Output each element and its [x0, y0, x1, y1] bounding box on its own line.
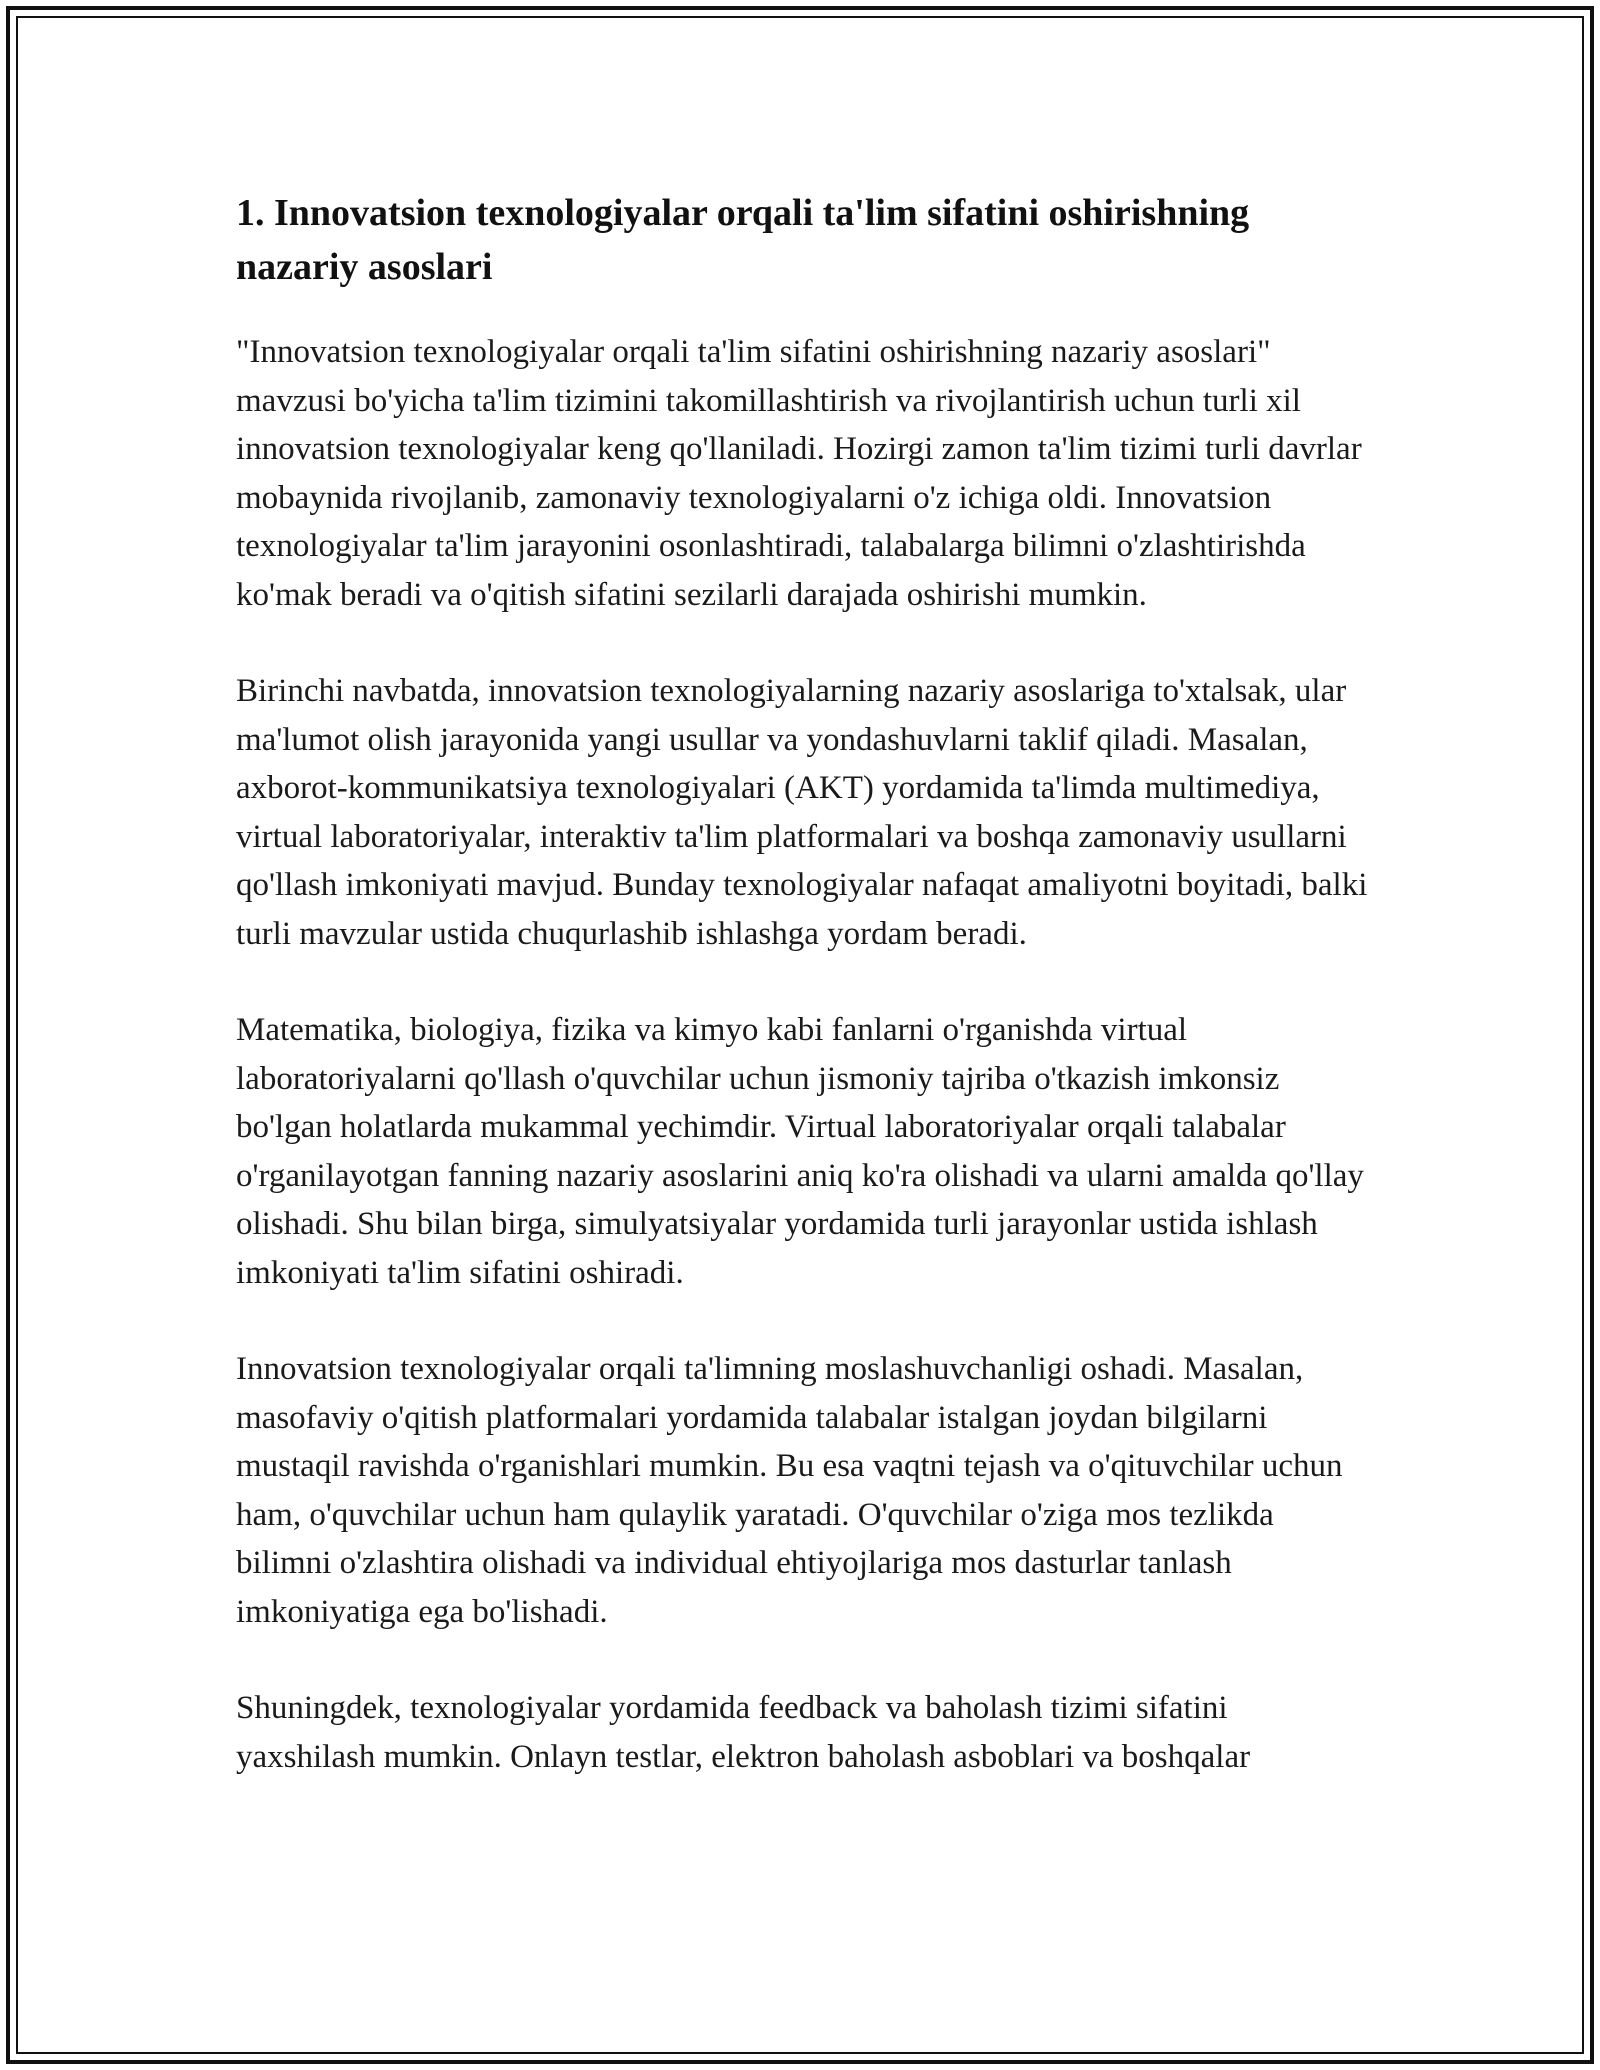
paragraph-1: "Innovatsion texnologiyalar orqali ta'lim sifatini oshirishning nazariy asoslari" mavzusi bo'yicha ta'lim tizimini takomillashtirish va rivojlantirish uchun turli xil innovatsion texnologiyalar keng qo'llaniladi. Hozirgi zamon ta'lim tizimi turli davrlar mobaynida rivojlanib, zamonaviy texnologiyalarni o'z ichiga oldi. Innovatsion texnologiyalar ta'lim jarayonini osonlashtiradi, talabalarga bilimni o'zlashtirishda ko'mak beradi va o'qitish sifatini sezilarli darajada oshirishi mumkin.: [236, 334, 1362, 613]
paragraph-2: Birinchi navbatda, innovatsion texnologiyalarning nazariy asoslariga to'xtalsak, ular ma'lumot olish jarayonida yangi usullar va yondashuvlarni taklif qiladi. Masalan, axborot-kommunikatsiya texnologiyalari (AKT) yordamida ta'limda multimediya, virtual laboratoriyalar, interaktiv ta'lim platformalari va boshqa zamonaviy usullarni qo'llash imkoniyati mavjud. Bunday texnologiyalar nafaqat amaliyotni boyitadi, balki turli mavzular ustida chuqurlashib ishlashga yordam beradi.: [236, 673, 1368, 952]
paragraph-4: Innovatsion texnologiyalar orqali ta'limning moslashuvchanligi oshadi. Masalan, masofaviy o'qitish platformalari yordamida talabalar istalgan joydan bilgilarni mustaqil ravishda o'rganishlari mumkin. Bu esa vaqtni tejash va o'qituvchilar uchun ham, o'quvchilar uchun ham qulaylik yaratadi. O'quvchilar o'ziga mos tezlikda bilimni o'zlashtira olishadi va individual ehtiyojlariga mos dasturlar tanlash imkoniyatiga ega bo'lishadi.: [236, 1351, 1343, 1630]
paragraph-3: Matematika, biologiya, fizika va kimyo kabi fanlarni o'rganishda virtual laboratoriyalarni qo'llash o'quvchilar uchun jismoniy tajriba o'tkazish imkonsiz bo'lgan holatlarda mukammal yechimdir. Virtual laboratoriyalar orqali talabalar o'rganilayotgan fanning nazariy asoslarini aniq ko'ra olishadi va ularni amalda qo'llay olishadi. Shu bilan birga, simulyatsiyalar yordamida turli jarayonlar ustida ishlash imkoniyati ta'lim sifatini oshiradi.: [236, 1012, 1364, 1291]
paragraph-5: Shuningdek, texnologiyalar yordamida feedback va baholash tizimi sifatini yaxshilash mumkin. Onlayn testlar, elektron baholash asboblari va boshqalar: [236, 1690, 1251, 1775]
section-heading: 1. Innovatsion texnologiyalar orqali ta'lim sifatini oshirishning nazariy asoslari: [236, 192, 1250, 288]
document-body: [236, 186, 1372, 1829]
